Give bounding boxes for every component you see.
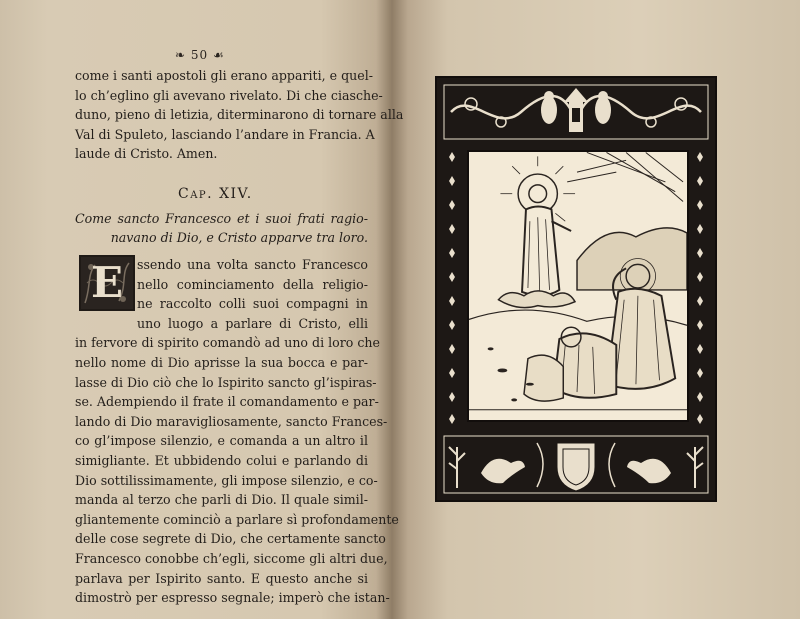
text-line: come i santi apostoli gli erano appariti, e quel- <box>75 68 374 83</box>
top-paragraph <box>75 66 404 164</box>
text-line: ne raccolto colli suoi compagni in <box>137 296 368 312</box>
right-page <box>405 0 800 619</box>
page-number-value: 50 <box>190 48 209 62</box>
text-line: lasse di Dio ciò che lo Ispirito sancto gl’ispiras- <box>75 374 377 390</box>
text-line: lo ch’eglino gli avevano rivelato. Di che ciasche- <box>75 87 383 103</box>
ornamental-border-right <box>689 144 711 430</box>
ornamental-band-top <box>441 82 711 142</box>
ornament-left: ❧ <box>175 48 187 62</box>
text-line: Val di Spuleto, lasciando l’andare in Francia. A <box>75 126 375 142</box>
text-line: gliantemente cominciò a parlare sì profondamente <box>75 511 399 527</box>
ornamental-band-bottom <box>441 433 711 496</box>
text-line: se. Adempiendo il frate il comandamento e par- <box>75 394 379 410</box>
subtitle-line: Come sancto Francesco et i suoi frati ragio- <box>75 211 368 226</box>
text-line: simigliante. Et ubbidendo colui e parlando di <box>75 452 368 468</box>
text-line: uno luogo a parlare di Cristo, elli <box>137 315 368 331</box>
text-line: lando di Dio maravigliosamente, sancto Frances- <box>75 413 388 429</box>
woodcut-scene <box>467 150 689 422</box>
text-line: Dio sottilissimamente, gli impose silenzio, e co- <box>75 472 378 488</box>
woodcut-illustration <box>435 76 717 502</box>
text-line: Francesco conobbe ch’egli, siccome gli altri due, <box>75 550 388 566</box>
text-line: ssendo una volta sancto Francesco <box>137 257 368 272</box>
dropcap-letter: E <box>90 258 123 307</box>
text-line: duno, pieno di letizia, diterminarono di tornare alla <box>75 107 404 123</box>
main-paragraph <box>75 255 399 608</box>
text-line: co gl’impose silenzio, e comanda a un altro il <box>75 433 368 449</box>
text-line: manda al terzo che parli di Dio. Il quale simil- <box>75 492 368 508</box>
chapter-title: Cap. XIV. <box>178 186 253 202</box>
text-line: parlava per Ispirito santo. E questo anche si <box>75 570 368 586</box>
text-line: dimostrò per espresso segnale; imperò che istan- <box>75 590 390 606</box>
text-line: laude di Cristo. Amen. <box>75 146 218 162</box>
ornamental-border-left <box>441 144 463 430</box>
text-line: in fervore di spirito comandò ad uno di loro che <box>75 335 380 351</box>
text-line: nello nome di Dio aprisse la sua bocca e par- <box>75 354 368 370</box>
subtitle-line: navano di Dio, e Cristo apparve tra loro. <box>110 230 368 245</box>
text-line: nello cominciamento della religio- <box>137 276 368 292</box>
page-number <box>175 48 225 62</box>
text-line: delle cose segrete di Dio, che certamente sancto <box>75 531 386 547</box>
ornament-right: ☙ <box>213 48 225 62</box>
chapter-subtitle <box>75 209 368 247</box>
